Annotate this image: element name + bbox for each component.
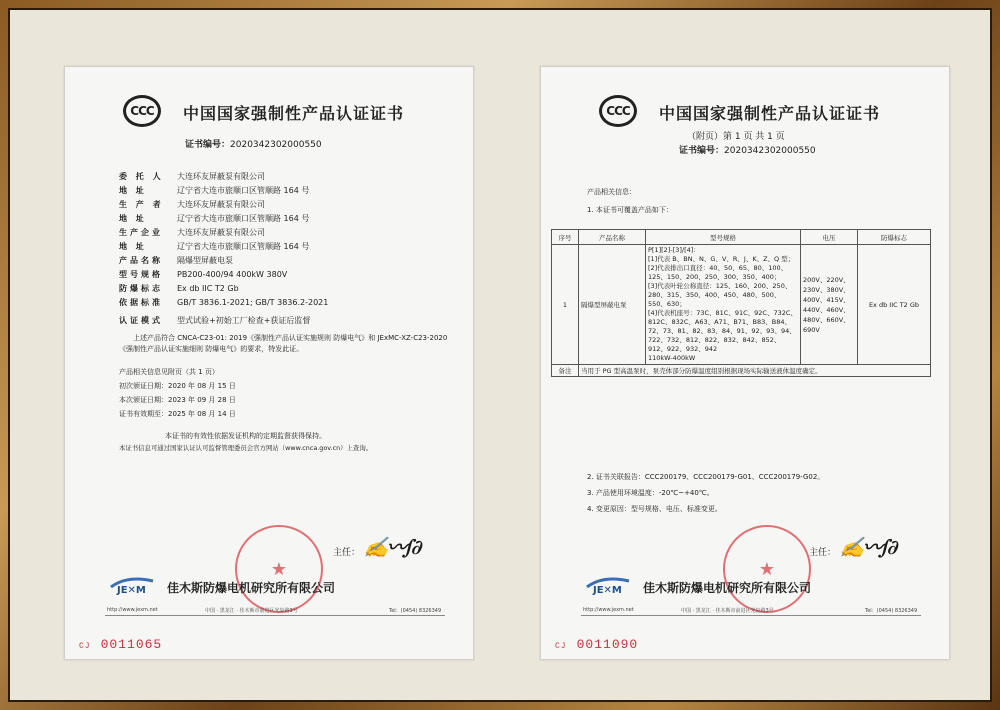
info-pages-note: 产品相关信息见附页（共 1 页） (119, 368, 219, 376)
date-row: 证书有效期至：2025 年 08 月 14 日 (119, 410, 236, 418)
remark-row: 备注 当用于 PG 型高温泵时，泵壳体部分防爆温度组别根据现场实际输送液体温度确定。 (552, 365, 931, 377)
note-item: 2. 证书关联报告：CCC200179、CCC200179-G01、CCC200179-G02。 (587, 473, 825, 481)
date-row: 本次颁证日期：2023 年 09 月 28 日 (119, 396, 236, 404)
footer-divider (581, 615, 921, 616)
telephone: Tel：(0454) 8326349 (865, 608, 918, 614)
cert-number: 2020342302000550 (230, 140, 322, 150)
section-heading: 产品相关信息： (587, 188, 636, 196)
note-item: 3. 产品使用环境温度：-20℃~+40℃。 (587, 489, 714, 497)
model-cell: P[1][2]-[3]/[4]： [1]代表 B、BN、N、G、V、R、J、K、Z、Q 型； [2]代表排出口直径：40、50、65、80、100、125、150、200、250、300、350、400； [3]代表叶轮公称直径：125、160、200、250、280、315、350、400、450、480、500、550、630； [4]代表机座号：73C、81C、91C、92C、732C、812C、832C、A63、A71、B71、B83、B84、72、73、81、82、83、84、91、92、93、94、722、732、812、822、832、842、852、912、922、932、942 110kW-400kW (646, 245, 801, 365)
coverage-note: 1. 本证书可覆盖产品如下： (587, 206, 673, 214)
serial-number: CJ 0011090 (555, 637, 639, 652)
jexm-logo-icon (107, 573, 157, 595)
frame-mat (10, 10, 990, 700)
field-row: 委 托 人 大连环友屏蔽泵有限公司 (119, 172, 265, 181)
cert-number-line (185, 137, 322, 150)
ccc-logo-icon: CCC (599, 95, 637, 127)
product-spec-table (551, 229, 931, 377)
field-row: 依据标准 GB/T 3836.1-2021; GB/T 3836.2-2021 (119, 298, 329, 307)
cert-number-line (679, 143, 816, 156)
cert-number-label: 证书编号： (185, 140, 231, 150)
institute-name: 佳木斯防爆电机研究所有限公司 (643, 581, 812, 595)
field-row: 生产企业 大连环友屏蔽泵有限公司 (119, 228, 265, 237)
field-row: 认证模式 型式试验+初始工厂检查+获证后监督 (119, 316, 311, 325)
website: http://www.jexm.net (107, 607, 158, 613)
date-row: 初次颁证日期：2020 年 08 月 15 日 (119, 382, 236, 390)
field-row: 型号规格 PB200-400/94 400kW 380V (119, 270, 288, 279)
table-row: 1 隔爆型屏蔽电泵 P[1][2]-[3]/[4]： [1]代表 B、BN、N、G、V、R、J、K、Z、Q 型； [2]代表排出口直径：40、50、65、80、100、125、150、200、250、300、350、400； [3]代表叶轮公称直径：125、160、200、250、280、315、350、400、450、480、500、550、630； [4]代表机座号：73C、81C、91C、92C、732C、812C、832C、A63、A71、B71、B83、B84、72、73、81、82、83、84、91、92、93、94、722、732、812、822、832、842、852、912、922、932、942 110kW-400kW 200V、220V、230V、380V、400V、415V、440V、460V、480V、660V、690V Ex db IIC T2 Gb (552, 245, 931, 365)
field-row: 地 址 辽宁省大连市旅顺口区管顺路 164 号 (119, 214, 310, 223)
field-row: 地 址 辽宁省大连市旅顺口区管顺路 164 号 (119, 242, 310, 251)
query-note: 本证书信息可通过国家认证认可监督管理委员会官方网站（www.cnca.gov.cn）上查询。 (119, 444, 373, 452)
svg-text:JE✕M: JE✕M (593, 585, 622, 595)
certificate-main-page (64, 66, 474, 660)
director-label: 主任： (809, 548, 837, 558)
annex-subtitle: （附页）第 1 页 共 1 页 (687, 132, 785, 142)
ccc-logo-icon: CCC (123, 95, 161, 127)
institute-name: 佳木斯防爆电机研究所有限公司 (167, 581, 336, 595)
director-label: 主任： (333, 548, 361, 558)
validity-note: 本证书的有效性依据发证机构的定期监督获得保持。 (165, 432, 326, 440)
red-seal-stamp: ★ (723, 525, 811, 613)
certificate-title: 中国国家强制性产品认证证书 (183, 104, 405, 123)
address: 中国 · 黑龙江 · 佳木斯市前进区光复路3号 (681, 608, 774, 614)
certificate-title: 中国国家强制性产品认证证书 (659, 104, 881, 123)
telephone: Tel：(0454) 8326349 (389, 608, 442, 614)
red-seal-stamp: ★ (235, 525, 323, 613)
annex-notes (587, 469, 824, 517)
serial-number: CJ 0011065 (79, 637, 163, 652)
field-row: 防爆标志 Ex db IIC T2 Gb (119, 284, 239, 293)
field-row: 产品名称 隔爆型屏蔽电泵 (119, 256, 233, 265)
footer-divider (105, 615, 445, 616)
note-item: 4. 变更原因：型号规格、电压、标准变更。 (587, 505, 722, 513)
certificate-annex-page (540, 66, 950, 660)
website: http://www.jexm.net (583, 607, 634, 613)
cert-number-label: 证书编号： (679, 146, 725, 156)
director-signature: ✍〰∫∂ (362, 535, 423, 559)
field-row: 生 产 者 大连环友屏蔽泵有限公司 (119, 200, 265, 209)
jexm-logo-icon (583, 573, 633, 595)
table-header-row: 序号 产品名称 型号规格 电压 防爆标志 (552, 230, 931, 245)
address: 中国 · 黑龙江 · 佳木斯市前进区光复路3号 (205, 608, 298, 614)
field-row: 地 址 辽宁省大连市旅顺口区管顺路 164 号 (119, 186, 310, 195)
director-signature: ✍〰∫∂ (838, 535, 899, 559)
cert-number: 2020342302000550 (724, 146, 816, 156)
svg-text:JE✕M: JE✕M (117, 585, 146, 595)
compliance-statement: 上述产品符合 CNCA-C23-01: 2019《强制性产品认证实施规则 防爆电气》和 JExMC-XZ-C23-2020《强制性产品认证实施细则 防爆电气》的要求，特发此证。 (119, 334, 448, 353)
